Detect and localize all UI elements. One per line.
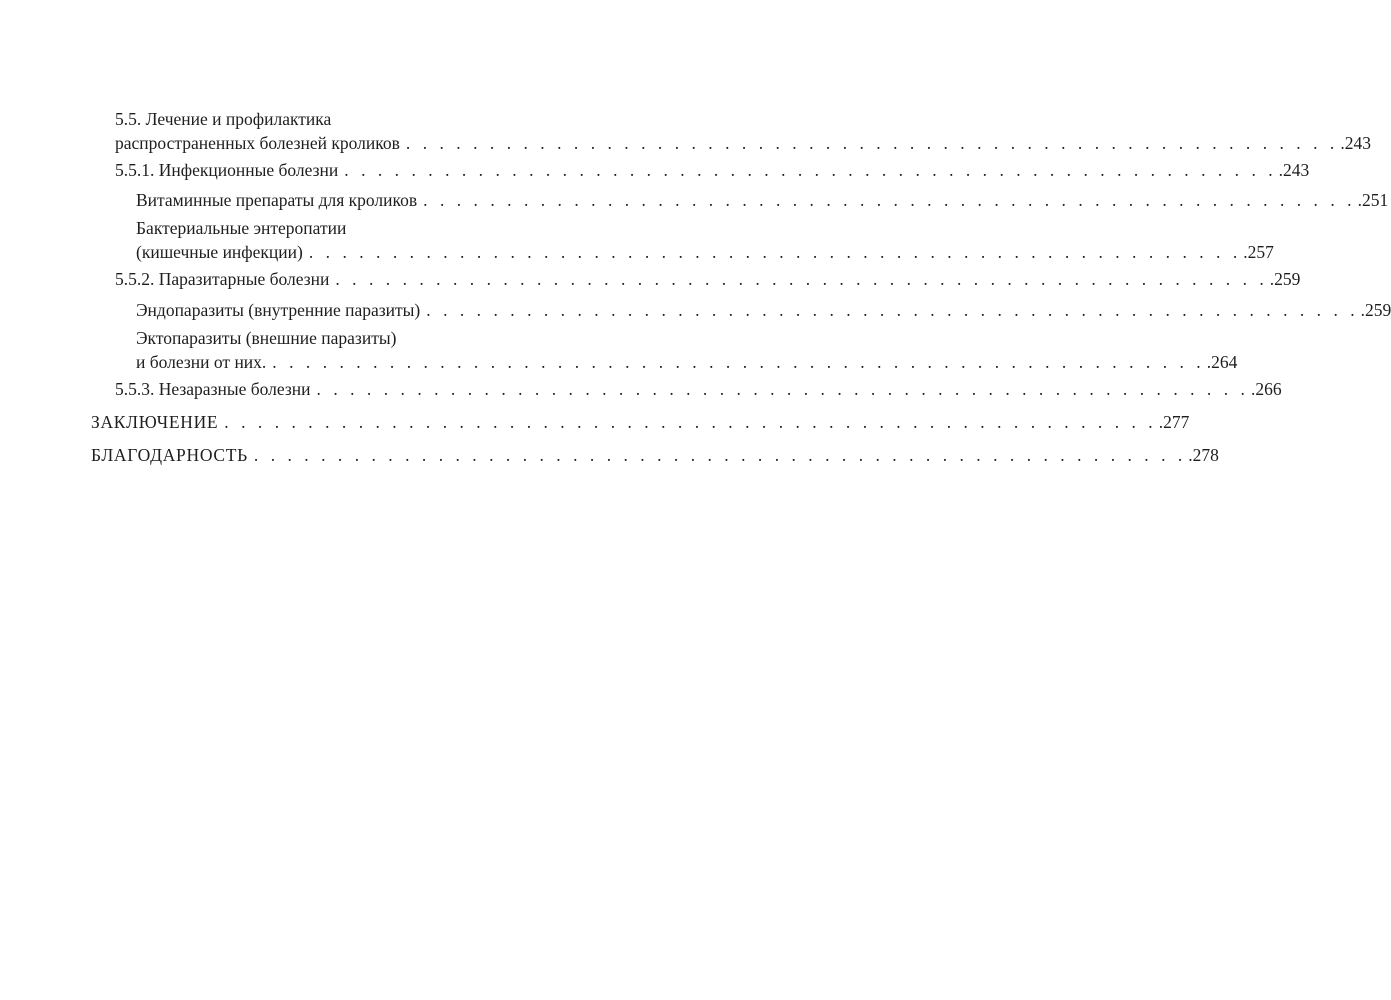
toc-entry-5-5-2[interactable] bbox=[115, 267, 1301, 291]
dot-leader: . . . . . . . . . . . . . . . . . . . . . . . . . . . . . . . . . . . . . . . . . . . . . . . . . . . . . . . . bbox=[224, 412, 1157, 432]
toc-entry-title: (кишечные инфекции) bbox=[136, 242, 303, 262]
toc-entry-title: 5.5. Лечение и профилактика bbox=[115, 109, 332, 129]
toc-entry-title: 5.5.3. Незаразные болезни bbox=[115, 379, 311, 399]
toc-page-number: .251 bbox=[1357, 190, 1389, 210]
toc-entry-title: 5.5.2. Паразитарные болезни bbox=[115, 269, 330, 289]
toc-entry-vitamins[interactable] bbox=[136, 188, 1389, 212]
toc-entry-endoparasites[interactable] bbox=[136, 298, 1391, 322]
toc-entry-5-5-3[interactable] bbox=[115, 377, 1282, 401]
toc-entry-line bbox=[91, 443, 1219, 467]
toc-page-number: .259 bbox=[1269, 269, 1301, 289]
toc-entry-line bbox=[136, 298, 1391, 322]
toc-entry-line bbox=[136, 188, 1389, 212]
toc-entry-line bbox=[136, 326, 529, 350]
toc-page-number: .266 bbox=[1250, 379, 1282, 399]
toc-entry-ectoparasites[interactable] bbox=[136, 326, 1238, 374]
toc-entry-title: Эндопаразиты (внутренние паразиты) bbox=[136, 300, 421, 320]
toc-entry-conclusion[interactable] bbox=[91, 410, 1190, 434]
dot-leader: . . . . . . . . . . . . . . . . . . . . . . . . . . . . . . . . . . . . . . . . . . . . . . . . . . . . . . . . bbox=[272, 352, 1205, 372]
dot-leader: . . . . . . . . . . . . . . . . . . . . . . . . . . . . . . . . . . . . . . . . . . . . . . . . . . . . . . . . bbox=[316, 379, 1249, 399]
toc-page-number: .243 bbox=[1278, 160, 1310, 180]
toc-entry-title: БЛАГОДАРНОСТЬ bbox=[91, 445, 248, 465]
toc-entry-title: ЗАКЛЮЧЕНИЕ bbox=[91, 412, 219, 432]
toc-page-number: .243 bbox=[1340, 133, 1371, 153]
toc-page-number: .259 bbox=[1360, 300, 1391, 320]
toc-entry-title: Эктопаразиты (внешние паразиты) bbox=[136, 328, 397, 348]
toc-page-number: .278 bbox=[1188, 445, 1219, 465]
toc-page-number: .277 bbox=[1158, 412, 1190, 432]
toc-entry-title: 5.5.1. Инфекционные болезни bbox=[115, 160, 339, 180]
dot-leader: . . . . . . . . . . . . . . . . . . . . . . . . . . . . . . . . . . . . . . . . . . . . . . . . . . . . . . . . bbox=[344, 160, 1277, 180]
toc-entry-5-5-1[interactable] bbox=[115, 158, 1310, 182]
toc-entry-title: Витаминные препараты для кроликов bbox=[136, 190, 418, 210]
toc-entry-enteropathies[interactable] bbox=[136, 216, 1274, 264]
toc-entry-title: распространенных болезней кроликов bbox=[115, 133, 400, 153]
toc-entry-line bbox=[136, 240, 1274, 264]
dot-leader: . . . . . . . . . . . . . . . . . . . . . . . . . . . . . . . . . . . . . . . . . . . . . . . . . . . . . . . . bbox=[335, 269, 1268, 289]
toc-entry-line bbox=[115, 158, 1310, 182]
toc-page-number: .257 bbox=[1243, 242, 1274, 262]
dot-leader: . . . . . . . . . . . . . . . . . . . . . . . . . . . . . . . . . . . . . . . . . . . . . . . . . . . . . . . . bbox=[426, 300, 1359, 320]
toc-entry-line bbox=[115, 377, 1282, 401]
toc-page-number: .264 bbox=[1206, 352, 1238, 372]
dot-leader: . . . . . . . . . . . . . . . . . . . . . . . . . . . . . . . . . . . . . . . . . . . . . . . . . . . . . . . . bbox=[423, 190, 1356, 210]
toc-entry-5-5[interactable] bbox=[115, 107, 1371, 155]
toc-entry-line bbox=[136, 350, 1238, 374]
toc-entry-line bbox=[91, 410, 1190, 434]
toc-entry-line bbox=[136, 216, 529, 240]
dot-leader: . . . . . . . . . . . . . . . . . . . . . . . . . . . . . . . . . . . . . . . . . . . . . . . . . . . . . . . . bbox=[308, 242, 1242, 262]
toc-entry-title: Бактериальные энтеропатии bbox=[136, 218, 347, 238]
toc-entry-title: и болезни от них. bbox=[136, 352, 267, 372]
dot-leader: . . . . . . . . . . . . . . . . . . . . . . . . . . . . . . . . . . . . . . . . . . . . . . . . . . . . . . . . bbox=[253, 445, 1187, 465]
toc-entry-line bbox=[115, 267, 1301, 291]
dot-leader: . . . . . . . . . . . . . . . . . . . . . . . . . . . . . . . . . . . . . . . . . . . . . . . . . . . . . . . . bbox=[405, 133, 1339, 153]
toc-entry-line bbox=[115, 131, 1371, 155]
toc-entry-acknowledgements[interactable] bbox=[91, 443, 1219, 467]
toc-entry-line bbox=[115, 107, 529, 131]
